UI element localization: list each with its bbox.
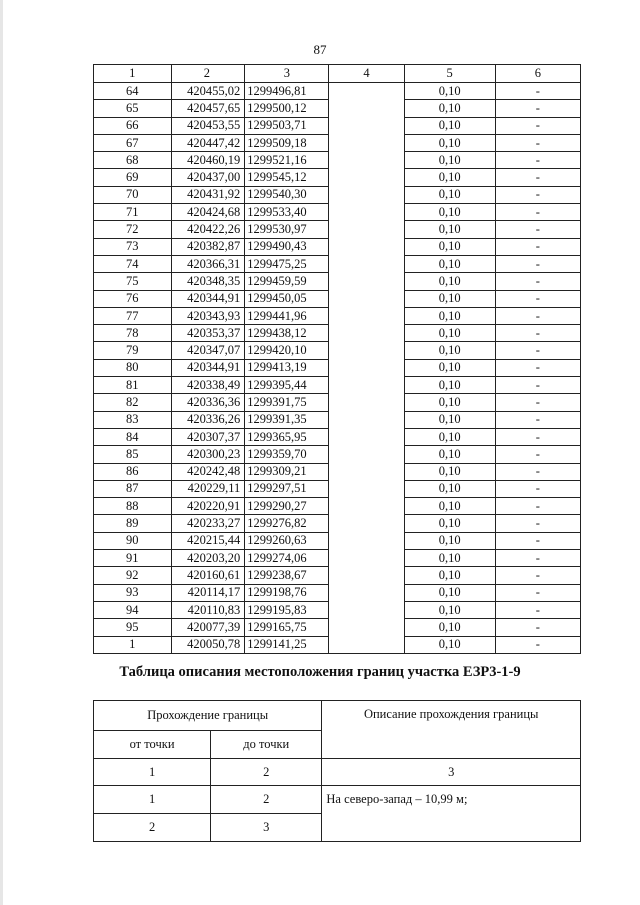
blank-cell	[329, 463, 404, 480]
tolerance-cell: 0,10	[404, 273, 495, 290]
method-cell: -	[495, 567, 580, 584]
tolerance-cell: 0,10	[404, 255, 495, 272]
y-coordinate-cell: 1299509,18	[245, 134, 329, 151]
x-coordinate-cell: 420353,37	[171, 325, 245, 342]
y-coordinate-cell: 1299438,12	[245, 325, 329, 342]
y-coordinate-cell: 1299545,12	[245, 169, 329, 186]
blank-cell	[329, 290, 404, 307]
tolerance-cell: 0,10	[404, 515, 495, 532]
x-coordinate-cell: 420453,55	[171, 117, 245, 134]
point-number-cell: 66	[94, 117, 172, 134]
coordinates-table	[93, 64, 581, 654]
x-coordinate-cell: 420437,00	[171, 169, 245, 186]
y-coordinate-cell: 1299496,81	[245, 83, 329, 100]
method-cell: -	[495, 636, 580, 653]
point-number-cell: 67	[94, 134, 172, 151]
y-coordinate-cell: 1299391,75	[245, 394, 329, 411]
coordinates-row	[94, 584, 581, 601]
point-number-cell: 77	[94, 307, 172, 324]
y-coordinate-cell: 1299521,16	[245, 152, 329, 169]
from-point-header: от точки	[94, 731, 211, 759]
y-coordinate-cell: 1299530,97	[245, 221, 329, 238]
point-number-cell: 64	[94, 83, 172, 100]
blank-cell	[329, 307, 404, 324]
x-coordinate-cell: 420050,78	[171, 636, 245, 653]
coordinates-row	[94, 411, 581, 428]
coordinates-row	[94, 134, 581, 151]
tolerance-cell: 0,10	[404, 100, 495, 117]
tolerance-cell: 0,10	[404, 584, 495, 601]
point-number-cell: 76	[94, 290, 172, 307]
tolerance-cell: 0,10	[404, 428, 495, 445]
blank-cell	[329, 169, 404, 186]
blank-cell	[329, 255, 404, 272]
x-coordinate-cell: 420424,68	[171, 204, 245, 221]
x-coordinate-cell: 420422,26	[171, 221, 245, 238]
header-cell: 6	[495, 65, 580, 83]
y-coordinate-cell: 1299274,06	[245, 550, 329, 567]
y-coordinate-cell: 1299441,96	[245, 307, 329, 324]
y-coordinate-cell: 1299420,10	[245, 342, 329, 359]
y-coordinate-cell: 1299475,25	[245, 255, 329, 272]
y-coordinate-cell: 1299459,59	[245, 273, 329, 290]
coordinates-row	[94, 601, 581, 618]
method-cell: -	[495, 117, 580, 134]
x-coordinate-cell: 420457,65	[171, 100, 245, 117]
blank-cell	[329, 221, 404, 238]
point-number-cell: 92	[94, 567, 172, 584]
point-number-cell: 87	[94, 480, 172, 497]
coordinates-row	[94, 515, 581, 532]
tolerance-cell: 0,10	[404, 619, 495, 636]
method-cell: -	[495, 359, 580, 376]
point-number-cell: 74	[94, 255, 172, 272]
x-coordinate-cell: 420431,92	[171, 186, 245, 203]
method-cell: -	[495, 238, 580, 255]
method-cell: -	[495, 394, 580, 411]
tolerance-cell: 0,10	[404, 550, 495, 567]
coordinates-row	[94, 636, 581, 653]
method-cell: -	[495, 152, 580, 169]
y-coordinate-cell: 1299260,63	[245, 532, 329, 549]
tolerance-cell: 0,10	[404, 377, 495, 394]
y-coordinate-cell: 1299450,05	[245, 290, 329, 307]
tolerance-cell: 0,10	[404, 636, 495, 653]
x-coordinate-cell: 420447,42	[171, 134, 245, 151]
x-coordinate-cell: 420220,91	[171, 498, 245, 515]
tolerance-cell: 0,10	[404, 463, 495, 480]
point-number-cell: 85	[94, 446, 172, 463]
from-point: 1	[94, 786, 211, 814]
tolerance-cell: 0,10	[404, 567, 495, 584]
x-coordinate-cell: 420347,07	[171, 342, 245, 359]
blank-cell	[329, 584, 404, 601]
x-coordinate-cell: 420114,17	[171, 584, 245, 601]
method-cell: -	[495, 428, 580, 445]
tolerance-cell: 0,10	[404, 83, 495, 100]
blank-cell	[329, 601, 404, 618]
blank-cell	[329, 411, 404, 428]
blank-cell	[329, 636, 404, 653]
point-number-cell: 78	[94, 325, 172, 342]
blank-cell	[329, 117, 404, 134]
column-number: 3	[322, 759, 581, 786]
blank-cell	[329, 480, 404, 497]
point-number-cell: 71	[94, 204, 172, 221]
x-coordinate-cell: 420110,83	[171, 601, 245, 618]
tolerance-cell: 0,10	[404, 169, 495, 186]
boundary-description: На северо-запад – 10,99 м;	[322, 786, 581, 842]
point-number-cell: 94	[94, 601, 172, 618]
method-cell: -	[495, 273, 580, 290]
point-number-cell: 1	[94, 636, 172, 653]
y-coordinate-cell: 1299198,76	[245, 584, 329, 601]
method-cell: -	[495, 204, 580, 221]
x-coordinate-cell: 420203,20	[171, 550, 245, 567]
y-coordinate-cell: 1299490,43	[245, 238, 329, 255]
blank-cell	[329, 152, 404, 169]
coordinates-row	[94, 567, 581, 584]
tolerance-cell: 0,10	[404, 238, 495, 255]
method-cell: -	[495, 342, 580, 359]
point-number-cell: 86	[94, 463, 172, 480]
column-number: 1	[94, 759, 211, 786]
x-coordinate-cell: 420336,26	[171, 411, 245, 428]
passage-header: Прохождение границы	[94, 701, 322, 731]
y-coordinate-cell: 1299540,30	[245, 186, 329, 203]
scan-edge	[0, 0, 3, 905]
blank-cell	[329, 359, 404, 376]
blank-cell	[329, 238, 404, 255]
page-number: 87	[313, 42, 327, 57]
column-number: 2	[211, 759, 322, 786]
method-cell: -	[495, 325, 580, 342]
tolerance-cell: 0,10	[404, 359, 495, 376]
coordinates-row	[94, 463, 581, 480]
to-point: 2	[211, 786, 322, 814]
method-cell: -	[495, 255, 580, 272]
coordinates-row	[94, 255, 581, 272]
coordinates-row	[94, 152, 581, 169]
coordinates-row	[94, 394, 581, 411]
method-cell: -	[495, 532, 580, 549]
method-cell: -	[495, 550, 580, 567]
coordinates-row	[94, 550, 581, 567]
blank-cell	[329, 83, 404, 100]
header-cell: 3	[245, 65, 329, 83]
boundary-number-row	[94, 759, 581, 786]
tolerance-cell: 0,10	[404, 446, 495, 463]
point-number-cell: 70	[94, 186, 172, 203]
y-coordinate-cell: 1299359,70	[245, 446, 329, 463]
point-number-cell: 82	[94, 394, 172, 411]
blank-cell	[329, 100, 404, 117]
method-cell: -	[495, 377, 580, 394]
x-coordinate-cell: 420343,93	[171, 307, 245, 324]
point-number-cell: 91	[94, 550, 172, 567]
point-number-cell: 69	[94, 169, 172, 186]
tolerance-cell: 0,10	[404, 394, 495, 411]
method-cell: -	[495, 100, 580, 117]
boundary-row	[94, 786, 581, 814]
y-coordinate-cell: 1299413,19	[245, 359, 329, 376]
blank-cell	[329, 428, 404, 445]
coordinates-row	[94, 532, 581, 549]
tolerance-cell: 0,10	[404, 307, 495, 324]
y-coordinate-cell: 1299500,12	[245, 100, 329, 117]
point-number-cell: 93	[94, 584, 172, 601]
method-cell: -	[495, 515, 580, 532]
blank-cell	[329, 204, 404, 221]
coordinates-row	[94, 186, 581, 203]
coordinates-row	[94, 428, 581, 445]
coordinates-table-body	[94, 65, 581, 654]
tolerance-cell: 0,10	[404, 601, 495, 618]
header-cell: 4	[329, 65, 404, 83]
coordinates-row	[94, 619, 581, 636]
y-coordinate-cell: 1299141,25	[245, 636, 329, 653]
tolerance-cell: 0,10	[404, 221, 495, 238]
blank-cell	[329, 550, 404, 567]
y-coordinate-cell: 1299533,40	[245, 204, 329, 221]
y-coordinate-cell: 1299165,75	[245, 619, 329, 636]
x-coordinate-cell: 420215,44	[171, 532, 245, 549]
x-coordinate-cell: 420338,49	[171, 377, 245, 394]
point-number-cell: 75	[94, 273, 172, 290]
point-number-cell: 81	[94, 377, 172, 394]
tolerance-cell: 0,10	[404, 532, 495, 549]
x-coordinate-cell: 420344,91	[171, 290, 245, 307]
coordinates-row	[94, 290, 581, 307]
coordinates-row	[94, 342, 581, 359]
blank-cell	[329, 515, 404, 532]
coordinates-row	[94, 204, 581, 221]
x-coordinate-cell: 420233,27	[171, 515, 245, 532]
tolerance-cell: 0,10	[404, 290, 495, 307]
blank-cell	[329, 325, 404, 342]
section-title: Таблица описания местоположения границ участка ЕЗР3-1-9	[119, 664, 521, 680]
blank-cell	[329, 273, 404, 290]
method-cell: -	[495, 446, 580, 463]
method-cell: -	[495, 83, 580, 100]
y-coordinate-cell: 1299238,67	[245, 567, 329, 584]
tolerance-cell: 0,10	[404, 325, 495, 342]
y-coordinate-cell: 1299391,35	[245, 411, 329, 428]
coordinates-row	[94, 480, 581, 497]
coordinates-row	[94, 117, 581, 134]
coordinates-row	[94, 238, 581, 255]
y-coordinate-cell: 1299503,71	[245, 117, 329, 134]
method-cell: -	[495, 169, 580, 186]
point-number-cell: 90	[94, 532, 172, 549]
point-number-cell: 73	[94, 238, 172, 255]
blank-cell	[329, 446, 404, 463]
method-cell: -	[495, 498, 580, 515]
method-cell: -	[495, 463, 580, 480]
y-coordinate-cell: 1299365,95	[245, 428, 329, 445]
point-number-cell: 89	[94, 515, 172, 532]
blank-cell	[329, 532, 404, 549]
y-coordinate-cell: 1299297,51	[245, 480, 329, 497]
method-cell: -	[495, 601, 580, 618]
method-cell: -	[495, 584, 580, 601]
blank-cell	[329, 567, 404, 584]
y-coordinate-cell: 1299309,21	[245, 463, 329, 480]
point-number-cell: 68	[94, 152, 172, 169]
coordinates-header-row	[94, 65, 581, 83]
point-number-cell: 65	[94, 100, 172, 117]
y-coordinate-cell: 1299276,82	[245, 515, 329, 532]
blank-cell	[329, 394, 404, 411]
method-cell: -	[495, 290, 580, 307]
tolerance-cell: 0,10	[404, 411, 495, 428]
tolerance-cell: 0,10	[404, 342, 495, 359]
x-coordinate-cell: 420300,23	[171, 446, 245, 463]
method-cell: -	[495, 134, 580, 151]
tolerance-cell: 0,10	[404, 152, 495, 169]
to-point: 3	[211, 814, 322, 842]
coordinates-row	[94, 325, 581, 342]
tolerance-cell: 0,10	[404, 204, 495, 221]
method-cell: -	[495, 619, 580, 636]
x-coordinate-cell: 420242,48	[171, 463, 245, 480]
coordinates-row	[94, 100, 581, 117]
coordinates-row	[94, 359, 581, 376]
header-cell: 5	[404, 65, 495, 83]
method-cell: -	[495, 186, 580, 203]
point-number-cell: 88	[94, 498, 172, 515]
coordinates-row	[94, 498, 581, 515]
boundary-header-row	[94, 701, 581, 731]
x-coordinate-cell: 420366,31	[171, 255, 245, 272]
blank-cell	[329, 134, 404, 151]
coordinates-row	[94, 446, 581, 463]
header-cell: 2	[171, 65, 245, 83]
to-point-header: до точки	[211, 731, 322, 759]
method-cell: -	[495, 221, 580, 238]
blank-cell	[329, 186, 404, 203]
x-coordinate-cell: 420307,37	[171, 428, 245, 445]
blank-cell	[329, 498, 404, 515]
y-coordinate-cell: 1299195,83	[245, 601, 329, 618]
x-coordinate-cell: 420336,36	[171, 394, 245, 411]
point-number-cell: 80	[94, 359, 172, 376]
tolerance-cell: 0,10	[404, 480, 495, 497]
method-cell: -	[495, 411, 580, 428]
boundary-description-table	[93, 700, 581, 842]
y-coordinate-cell: 1299395,44	[245, 377, 329, 394]
coordinates-row	[94, 377, 581, 394]
coordinates-row	[94, 169, 581, 186]
blank-cell	[329, 619, 404, 636]
x-coordinate-cell: 420077,39	[171, 619, 245, 636]
description-header: Описание прохождения границы	[322, 701, 581, 759]
y-coordinate-cell: 1299290,27	[245, 498, 329, 515]
blank-cell	[329, 342, 404, 359]
point-number-cell: 95	[94, 619, 172, 636]
point-number-cell: 72	[94, 221, 172, 238]
x-coordinate-cell: 420160,61	[171, 567, 245, 584]
x-coordinate-cell: 420455,02	[171, 83, 245, 100]
point-number-cell: 84	[94, 428, 172, 445]
tolerance-cell: 0,10	[404, 134, 495, 151]
blank-cell	[329, 377, 404, 394]
method-cell: -	[495, 307, 580, 324]
tolerance-cell: 0,10	[404, 117, 495, 134]
coordinates-row	[94, 83, 581, 100]
x-coordinate-cell: 420229,11	[171, 480, 245, 497]
point-number-cell: 83	[94, 411, 172, 428]
coordinates-row	[94, 221, 581, 238]
method-cell: -	[495, 480, 580, 497]
x-coordinate-cell: 420460,19	[171, 152, 245, 169]
coordinates-row	[94, 273, 581, 290]
tolerance-cell: 0,10	[404, 498, 495, 515]
header-cell: 1	[94, 65, 172, 83]
from-point: 2	[94, 814, 211, 842]
point-number-cell: 79	[94, 342, 172, 359]
tolerance-cell: 0,10	[404, 186, 495, 203]
coordinates-row	[94, 307, 581, 324]
x-coordinate-cell: 420382,87	[171, 238, 245, 255]
x-coordinate-cell: 420344,91	[171, 359, 245, 376]
x-coordinate-cell: 420348,35	[171, 273, 245, 290]
